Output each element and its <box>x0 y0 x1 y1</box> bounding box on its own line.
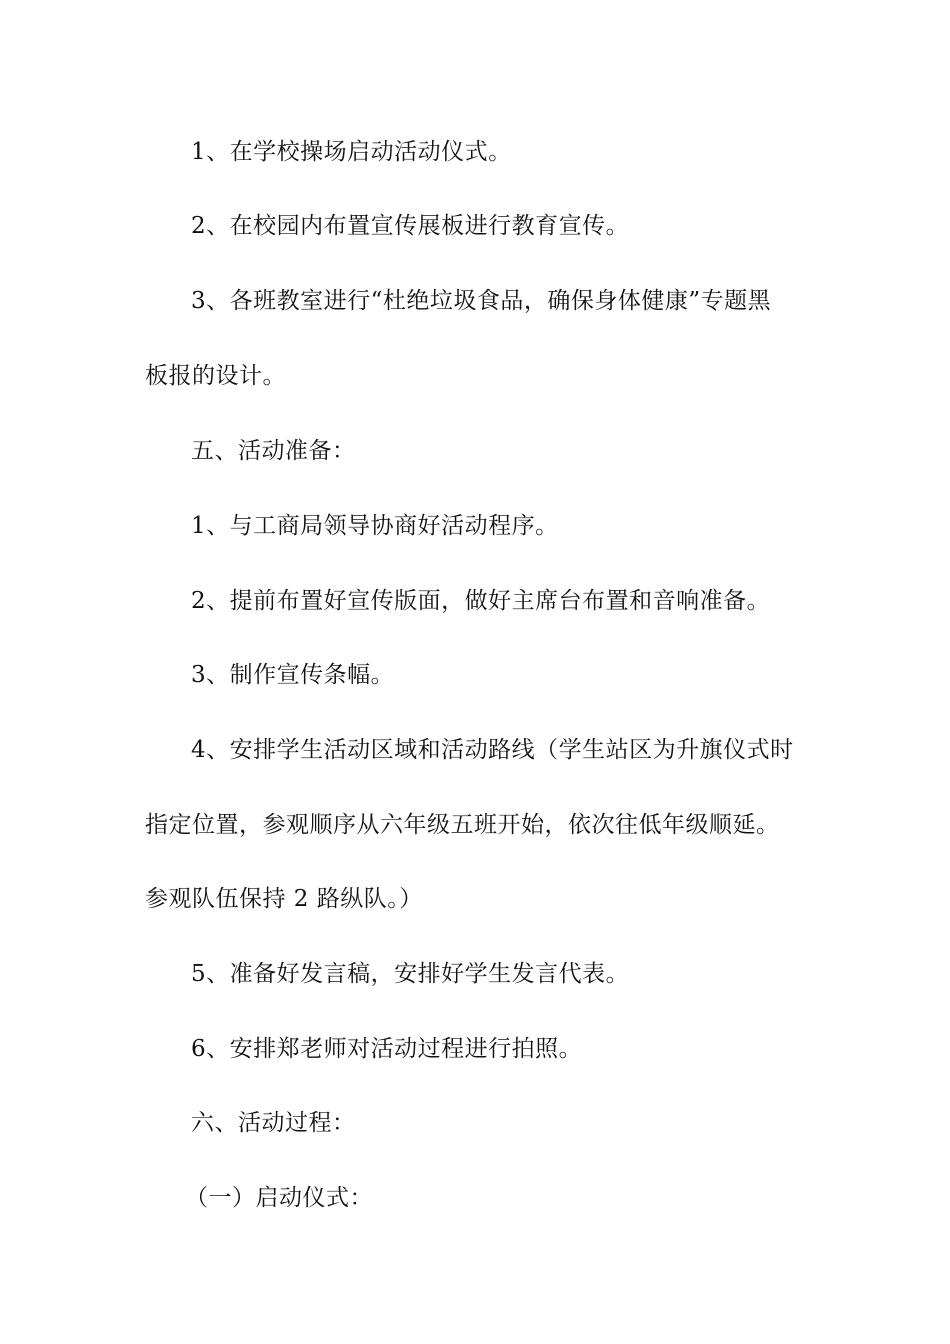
prep-item-6: 6、安排郑老师对活动过程进行拍照。 <box>191 1036 583 1062</box>
prep-item-5: 5、准备好发言稿，安排好学生发言代表。 <box>191 961 630 987</box>
paragraph-item-3-line-2: 板报的设计。 <box>145 363 286 389</box>
prep-item-4-line-2: 指定位置，参观顺序从六年级五班开始，依次往低年级顺延。 <box>145 812 780 838</box>
section-heading-preparation: 五、活动准备： <box>191 438 356 464</box>
paragraph-item-3-line-1: 3、各班教室进行“杜绝垃圾食品，确保身体健康”专题黑 <box>191 288 772 314</box>
prep-item-2: 2、提前布置好宣传版面，做好主席台布置和音响准备。 <box>191 588 771 614</box>
section-heading-process: 六、活动过程： <box>191 1110 356 1136</box>
paragraph-item-1: 1、在学校操场启动活动仪式。 <box>191 139 512 165</box>
prep-item-3: 3、制作宣传条幅。 <box>191 662 395 688</box>
prep-item-4-line-3: 参观队伍保持 2 路纵队。） <box>145 886 423 912</box>
prep-item-1: 1、与工商局领导协商好活动程序。 <box>191 513 559 539</box>
prep-item-4-line-1: 4、安排学生活动区域和活动路线（学生站区为升旗仪式时 <box>191 737 794 763</box>
subsection-heading-opening: （一）启动仪式： <box>185 1185 373 1211</box>
paragraph-item-2: 2、在校园内布置宣传展板进行教育宣传。 <box>191 213 630 239</box>
